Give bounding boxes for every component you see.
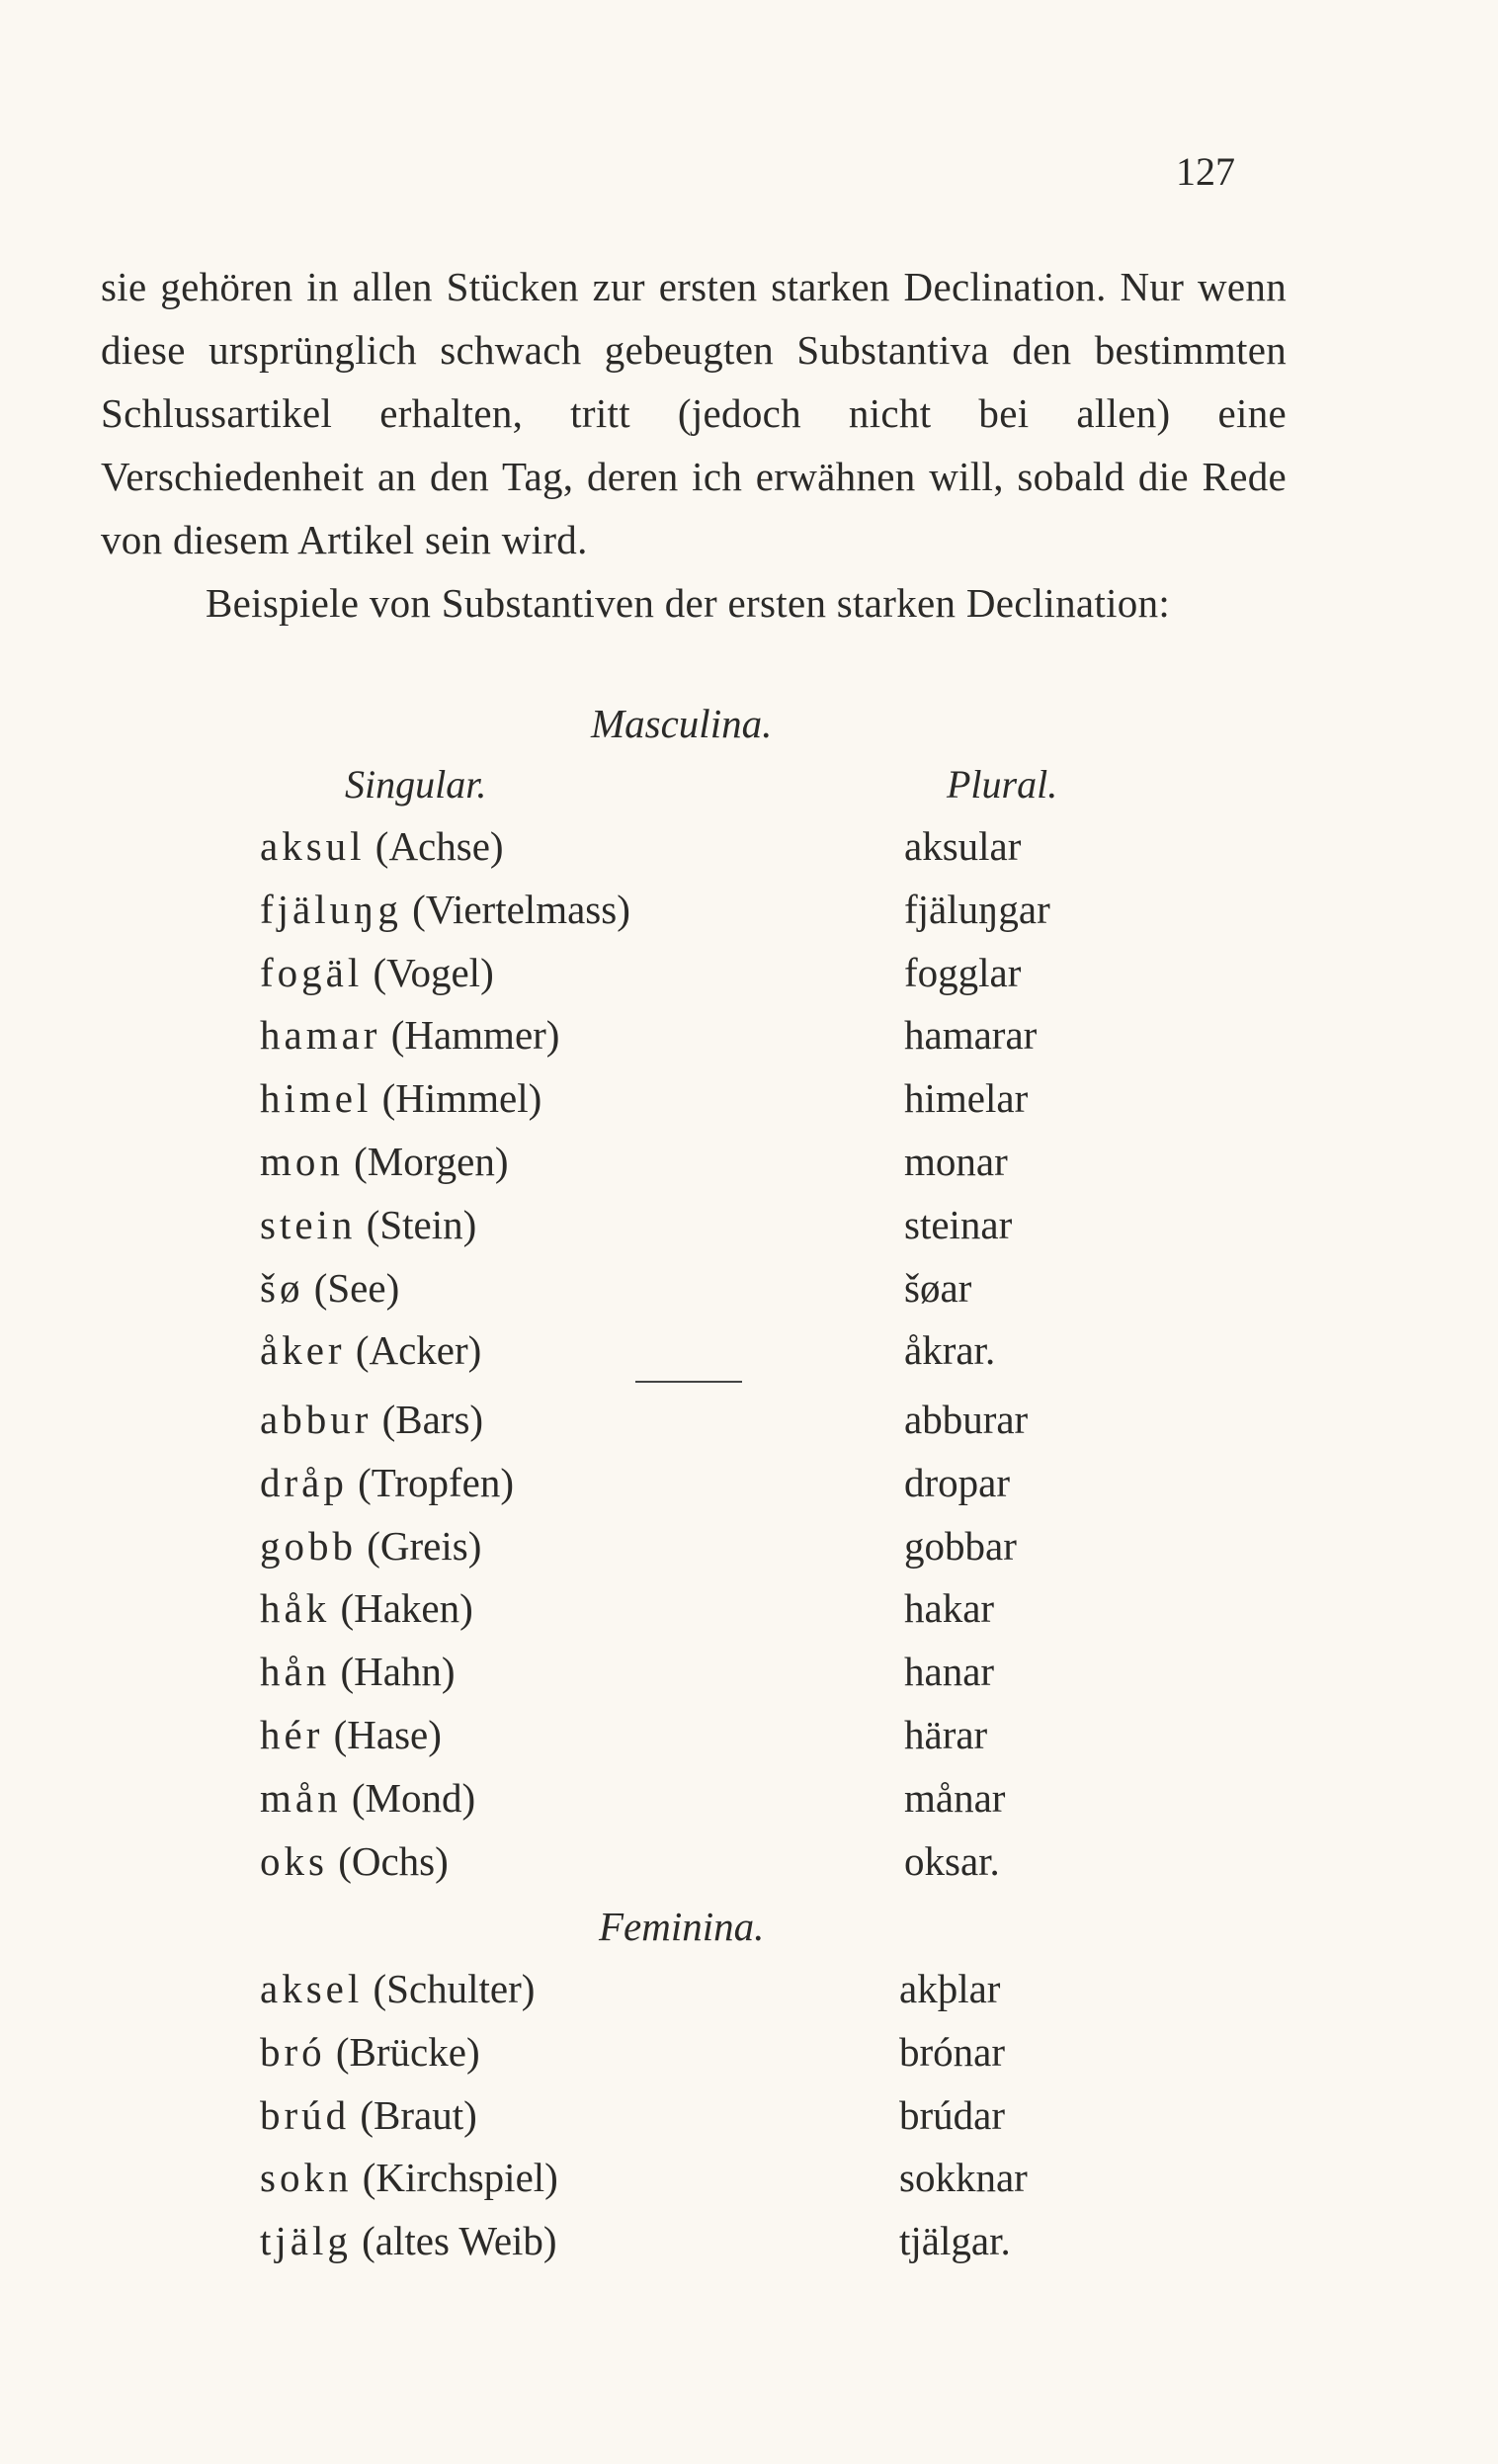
singular-word: abbur <box>260 1397 373 1442</box>
plural-form: fogglar <box>904 949 1022 995</box>
examples-intro-text: Beispiele von Substantiven der ersten starken Declination: <box>206 580 1171 626</box>
singular-entry <box>260 2217 557 2264</box>
plural-form: gobbar <box>904 1522 1017 1569</box>
singular-entry <box>260 949 494 996</box>
singular-entry <box>260 886 630 933</box>
german-gloss: (Morgen) <box>354 1139 509 1184</box>
singular-word: mån <box>260 1774 342 1821</box>
plural-form: fjäluŋgar <box>904 886 1050 932</box>
word-table-row <box>0 2217 1498 2280</box>
plural-form: šøar <box>904 1264 972 1311</box>
german-gloss: (Viertelmass) <box>412 886 630 932</box>
singular-word: bró <box>260 2028 326 2075</box>
plural-form: tjälgar. <box>899 2218 1011 2264</box>
page-number: 127 <box>1176 149 1235 194</box>
plural-form: abburar <box>904 1397 1029 1442</box>
singular-word: fjäluŋg <box>260 886 402 932</box>
plural-form: brónar <box>899 2028 1006 2075</box>
word-table-row <box>0 2154 1498 2217</box>
plural-form: åkrar. <box>904 1327 996 1374</box>
word-table-row <box>0 1648 1498 1711</box>
singular-entry <box>260 1074 541 1122</box>
singular-entry <box>260 1837 449 1885</box>
singular-word: mon <box>260 1139 344 1184</box>
singular-entry <box>260 1522 481 1570</box>
plural-form: sokknar <box>899 2155 1028 2201</box>
singular-word: hamar <box>260 1012 381 1059</box>
plural-form: hamarar <box>904 1012 1038 1059</box>
singular-word: sokn <box>260 2155 353 2201</box>
german-gloss: (Ochs) <box>338 1837 449 1884</box>
german-gloss: (Stein) <box>366 1201 477 1247</box>
singular-word: håk <box>260 1585 331 1632</box>
word-table-row <box>0 886 1498 949</box>
singular-word: aksul <box>260 823 366 869</box>
singular-word: oks <box>260 1837 328 1884</box>
singular-entry <box>260 1264 399 1312</box>
word-table-row <box>0 822 1498 886</box>
singular-entry <box>260 1648 456 1695</box>
singular-entry <box>260 1011 559 1059</box>
body-paragraph: sie gehören in allen Stücken zur ersten starken Declination. Nur wenn diese ursprünglich schwach gebeugten Substantiva den bestimmten Schlussartikel erhalten, tritt (jedoch nicht bei allen) eine Verschiedenheit an den Tag, deren ich erwähnen will, sobald die Rede von diesem Artikel sein wird. <box>101 264 1287 562</box>
word-table-row <box>0 949 1498 1012</box>
german-gloss: (Hahn) <box>340 1649 456 1695</box>
plural-form: aksular <box>904 823 1022 869</box>
singular-word: stein <box>260 1201 357 1247</box>
word-table-row <box>0 1074 1498 1138</box>
plural-form: hakar <box>904 1585 995 1632</box>
singular-word: hér <box>260 1712 324 1757</box>
singular-word: gobb <box>260 1522 357 1569</box>
singular-word: šø <box>260 1264 304 1311</box>
singular-entry <box>260 1774 475 1822</box>
german-gloss: (Haken) <box>340 1585 473 1632</box>
word-table-row <box>0 1711 1498 1774</box>
word-table-row <box>0 1396 1498 1459</box>
examples-intro-paragraph <box>101 571 1287 635</box>
word-table-row <box>0 1965 1498 2028</box>
singular-entry <box>260 2091 477 2139</box>
singular-entry <box>260 1138 509 1185</box>
german-gloss: (Tropfen) <box>358 1459 515 1505</box>
word-table-row <box>0 1522 1498 1585</box>
singular-entry <box>260 1711 442 1758</box>
singular-word: hån <box>260 1649 331 1695</box>
singular-word: himel <box>260 1075 373 1122</box>
word-table-row <box>0 1774 1498 1837</box>
plural-form: brúdar <box>899 2091 1006 2138</box>
singular-word: aksel <box>260 1966 364 2011</box>
word-table-row <box>0 1459 1498 1522</box>
plural-form: himelar <box>904 1075 1029 1122</box>
word-table-row <box>0 1837 1498 1901</box>
word-table-row <box>0 1138 1498 1201</box>
plural-form: dropar <box>904 1459 1011 1505</box>
masculina-heading: Masculina. <box>591 701 773 746</box>
german-gloss: (Achse) <box>374 823 504 869</box>
word-table-row <box>0 1264 1498 1327</box>
singular-entry <box>260 1326 481 1374</box>
plural-form: monar <box>904 1139 1008 1184</box>
singular-word: åker <box>260 1327 346 1374</box>
word-table-row <box>0 1011 1498 1074</box>
singular-entry <box>260 822 504 870</box>
singular-entry <box>260 1965 535 2012</box>
plural-form: härar <box>904 1712 988 1757</box>
german-gloss: (Schulter) <box>373 1966 536 2011</box>
german-gloss: (Himmel) <box>381 1075 542 1122</box>
word-table-row <box>0 2028 1498 2091</box>
plural-column-header: Plural. <box>947 762 1058 807</box>
word-table-row <box>0 1584 1498 1648</box>
german-gloss: (Braut) <box>360 2091 477 2138</box>
plural-form: oksar. <box>904 1837 1000 1884</box>
german-gloss: (See) <box>313 1264 400 1311</box>
singular-entry <box>260 1201 476 1248</box>
plural-form: hanar <box>904 1649 995 1695</box>
german-gloss: (Vogel) <box>373 949 494 995</box>
german-gloss: (Brücke) <box>335 2028 480 2075</box>
word-table-row <box>0 1326 1498 1390</box>
plural-form: steinar <box>904 1201 1013 1247</box>
singular-entry <box>260 2154 558 2201</box>
singular-column-header: Singular. <box>345 762 487 807</box>
german-gloss: (Bars) <box>381 1397 484 1442</box>
german-gloss: (Hammer) <box>390 1012 560 1059</box>
german-gloss: (Hase) <box>333 1712 442 1757</box>
word-table-row <box>0 2091 1498 2155</box>
singular-entry <box>260 1459 514 1506</box>
german-gloss: (Acker) <box>355 1327 482 1374</box>
german-gloss: (altes Weib) <box>362 2218 557 2264</box>
german-gloss: (Greis) <box>367 1522 482 1569</box>
singular-entry <box>260 2028 480 2076</box>
group-separator-line <box>635 1381 742 1383</box>
word-table-row <box>0 1201 1498 1264</box>
singular-word: fogäl <box>260 949 364 995</box>
singular-entry <box>260 1396 483 1443</box>
plural-form: akþlar <box>899 1966 1001 2011</box>
singular-word: tjälg <box>260 2218 352 2264</box>
german-gloss: (Mond) <box>351 1774 476 1821</box>
singular-entry <box>260 1584 473 1632</box>
plural-form: månar <box>904 1774 1006 1821</box>
feminina-heading: Feminina. <box>599 1904 765 1949</box>
german-gloss: (Kirchspiel) <box>362 2155 558 2201</box>
singular-word: brúd <box>260 2091 351 2138</box>
singular-word: dråp <box>260 1459 348 1505</box>
